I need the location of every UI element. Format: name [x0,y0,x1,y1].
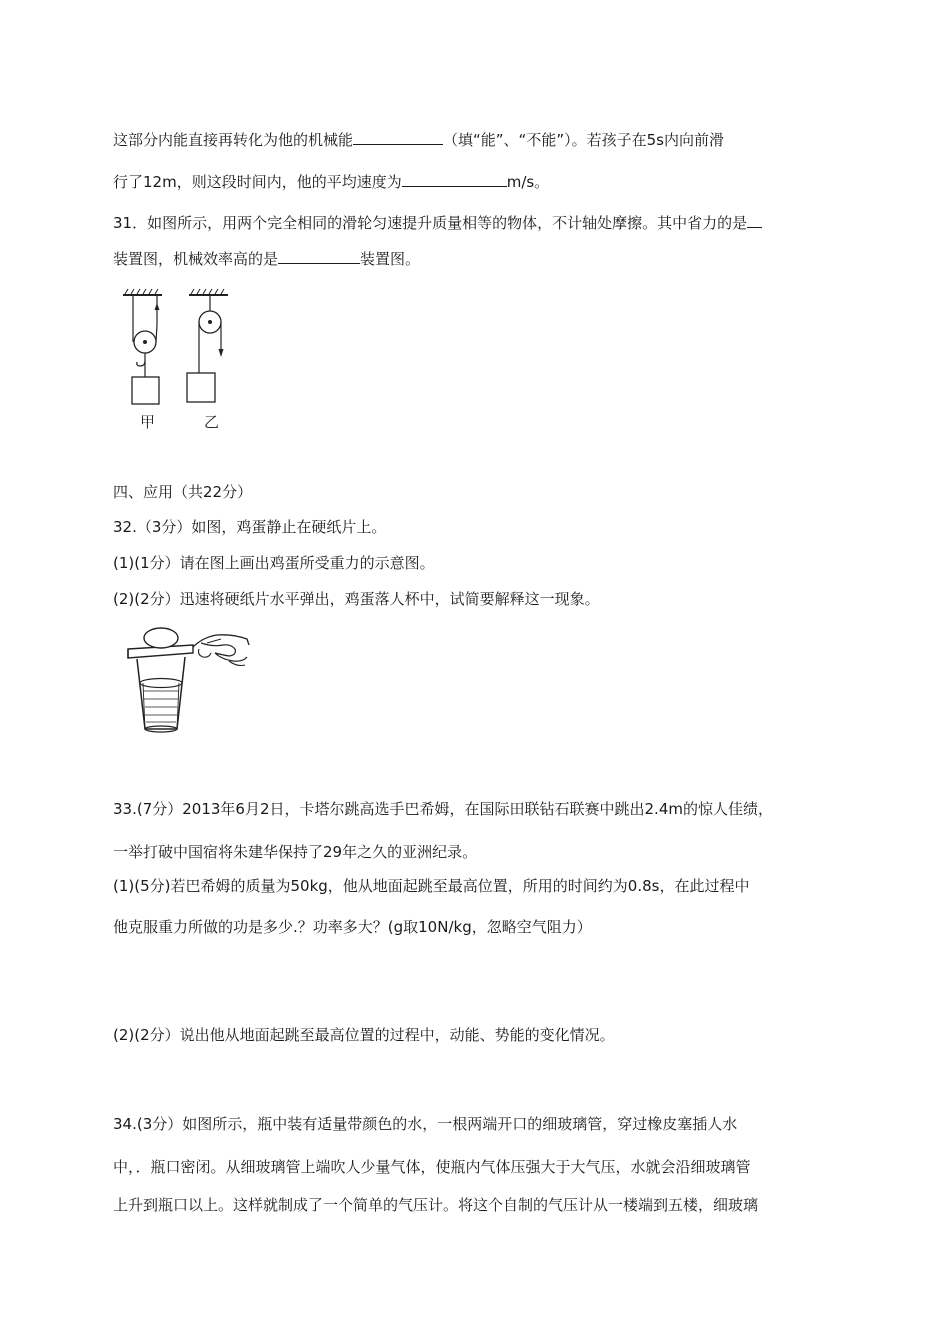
q32-part-1: (1)(1分）请在图上画出鸡蛋所受重力的示意图。 [113,554,435,572]
q31-text-1: 31．如图所示，用两个完全相同的滑轮匀速提升质量相等的物体，不计轴处摩擦。其中省力的是 [113,214,748,232]
q31-line-2 [113,247,420,269]
q33-part-1-line-2: 他克服重力所做的功是多少.？功率多大？(g取10N/kg，忽略空气阻力） [113,918,592,936]
q30-line-1 [113,128,724,150]
q30-line-2 [113,170,549,192]
q30-text-1b: （填“能”、“不能”）。若孩子在5s内向前滑 [443,131,724,149]
fig-label-jia: 甲 [140,413,156,431]
q30-answer-blank-2[interactable] [402,170,507,187]
egg-card-cup-figure [125,625,265,737]
q30-text-2b: m/s。 [506,173,550,191]
q31-text-2b: 装置图。 [360,250,421,268]
q30-answer-blank-1[interactable] [353,128,443,145]
q32-part-2: (2)(2分）迅速将硬纸片水平弹出，鸡蛋落人杯中，试简要解释这一现象。 [113,590,600,608]
fixed-pulley-icon [187,295,224,402]
movable-pulley-icon [132,295,160,404]
hand-icon [193,635,249,666]
cup-icon [137,657,185,732]
q34-line-3: 上升到瓶口以上。这样就制成了一个简单的气压计。将这个自制的气压计从一楼端到五楼，细玻璃 [113,1196,759,1214]
q31-text-2a: 装置图，机械效率高的是 [113,250,279,268]
q33-part-1-line-1: (1)(5分)若巴希姆的质量为50kg，他从地面起跳至最高位置，所用的时间约为0.8s，在此过程中 [113,877,750,895]
q34-line-2: 中，．瓶口密闭。从细玻璃管上端吹人少量气体，使瓶内气体压强大于大气压，水就会沿细玻璃管 [113,1158,751,1176]
egg-icon [144,628,178,648]
q31-line-1 [113,211,762,233]
q33-line-2: 一举打破中国宿将朱建华保持了29年之久的亚洲纪录。 [113,843,478,861]
q31-answer-blank-2[interactable] [278,247,360,264]
section-4-title: 四、应用（共22分） [113,483,253,501]
q31-answer-blank-1[interactable] [747,211,762,228]
q30-text-1a: 这部分内能直接再转化为他的机械能 [113,131,354,149]
right-ceiling-icon [189,289,228,295]
q30-text-2a: 行了12m，则这段时间内，他的平均速度为 [113,173,402,191]
pulley-figure [115,285,245,435]
q32-stem: 32.（3分）如图，鸡蛋静止在硬纸片上。 [113,518,387,536]
q34-line-1: 34.(3分）如图所示，瓶中装有适量带颜色的水，一根两端开口的细玻璃管，穿过橡皮塞插人水 [113,1115,738,1133]
q33-part-2: (2)(2分）说出他从地面起跳至最高位置的过程中，动能、势能的变化情况。 [113,1026,615,1044]
q33-line-1: 33.(7分）2013年6月2日，卡塔尔跳高选手巴希姆，在国际田联钻石联赛中跳出2.4m的惊人佳绩， [113,800,773,818]
left-ceiling-icon [123,289,162,295]
fig-label-yi: 乙 [204,413,220,431]
